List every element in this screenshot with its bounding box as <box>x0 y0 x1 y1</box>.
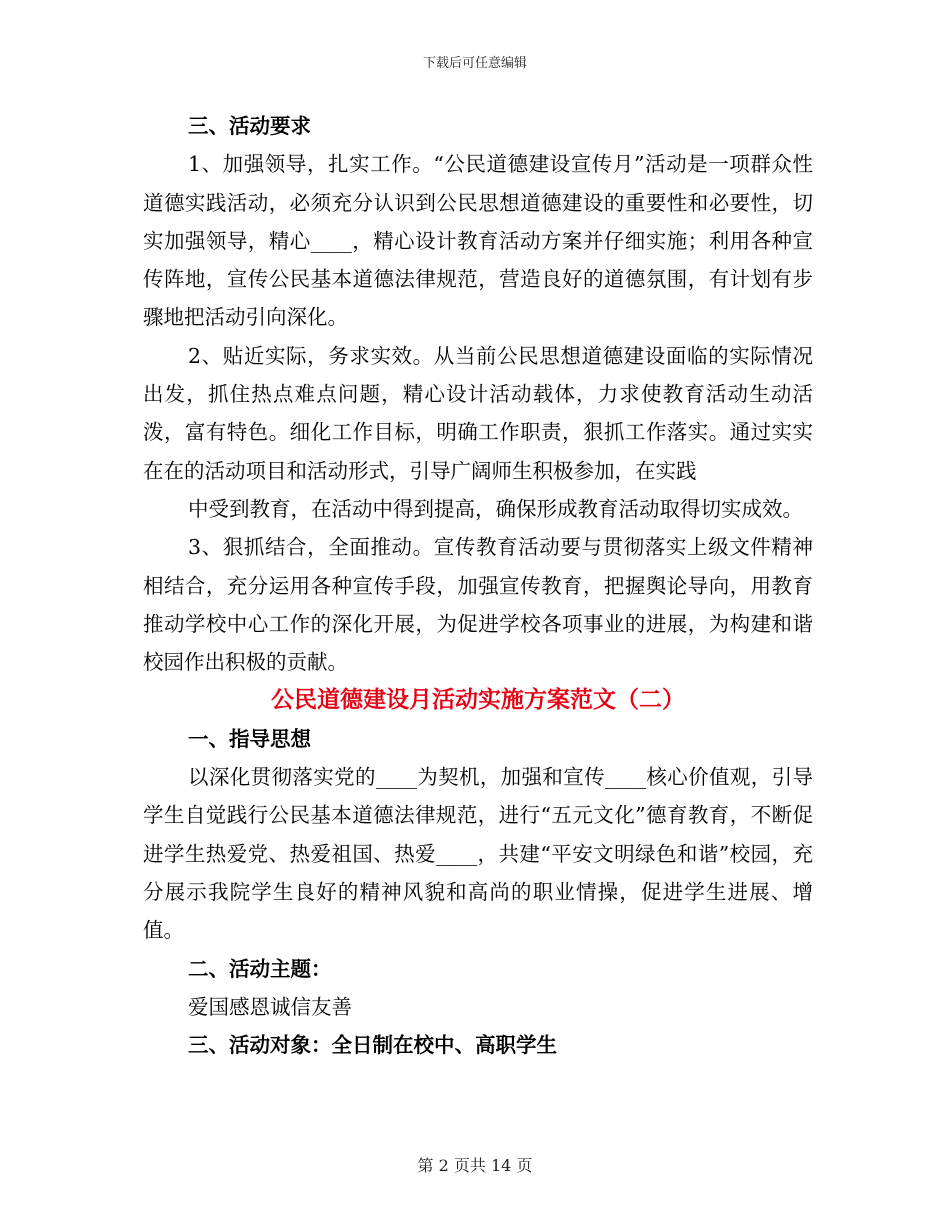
document-body <box>143 107 813 1064</box>
page-header: 下载后可任意编辑 <box>422 56 527 71</box>
section-heading-activity-target: 三、活动对象：全日制在校中、高职学生 <box>188 1033 557 1058</box>
paragraph-guiding-thought: 以深化贯彻落实党的____为契机，加强和宣传____核心价值观，引导学生自觉践行公民基本道德法律规范，进行“五元文化”德育教育，不断促进学生热爱党、热爱祖国、热爱____，共建“平安文明绿色和谐”校园，充分展示我院学生良好的精神风貌和高尚的职业情操，促进学生进展、增值。 <box>143 765 813 943</box>
paragraph-requirement-1: 1、加强领导，扎实工作。“公民道德建设宣传月”活动是一项群众性道德实践活动，必须充分认识到公民思想道德建设的重要性和必要性，切实加强领导，精心____，精心设计教育活动方案并仔细实施；利用各种宣传阵地，宣传公民基本道德法律规范，营造良好的道德氛围，有计划有步骤地把活动引向深化。 <box>143 152 813 330</box>
section-heading-activity-theme: 二、活动主题： <box>188 956 332 981</box>
document-title: 公民道德建设月活动实施方案范文（二） <box>271 686 685 714</box>
paragraph-requirement-3: 3、狠抓结合，全面推动。宣传教育活动要与贯彻落实上级文件精神相结合，充分运用各种宣传手段，加强宣传教育，把握舆论导向，用教育推动学校中心工作的深化开展，为促进学校各项事业的进展，为构建和谐校园作出积极的贡献。 <box>143 535 813 675</box>
paragraph-requirement-2-continued: 中受到教育，在活动中得到提高，确保形成教育活动取得切实成效。 <box>188 496 803 521</box>
section-heading-requirements: 三、活动要求 <box>188 114 311 138</box>
page-footer: 第 2 页共 14 页 <box>417 1156 533 1175</box>
paragraph-requirement-2: 2、贴近实际，务求实效。从当前公民思想道德建设面临的实际情况出发，抓住热点难点问题，精心设计活动载体，力求使教育活动生动活泼，富有特色。细化工作目标，明确工作职责，狠抓工作落实。通过实实在在的活动项目和活动形式，引导广阔师生积极参加，在实践 <box>143 343 813 483</box>
section-heading-guiding-thought: 一、指导思想 <box>188 726 311 751</box>
paragraph-activity-theme: 爱国感恩诚信友善 <box>188 994 352 1019</box>
